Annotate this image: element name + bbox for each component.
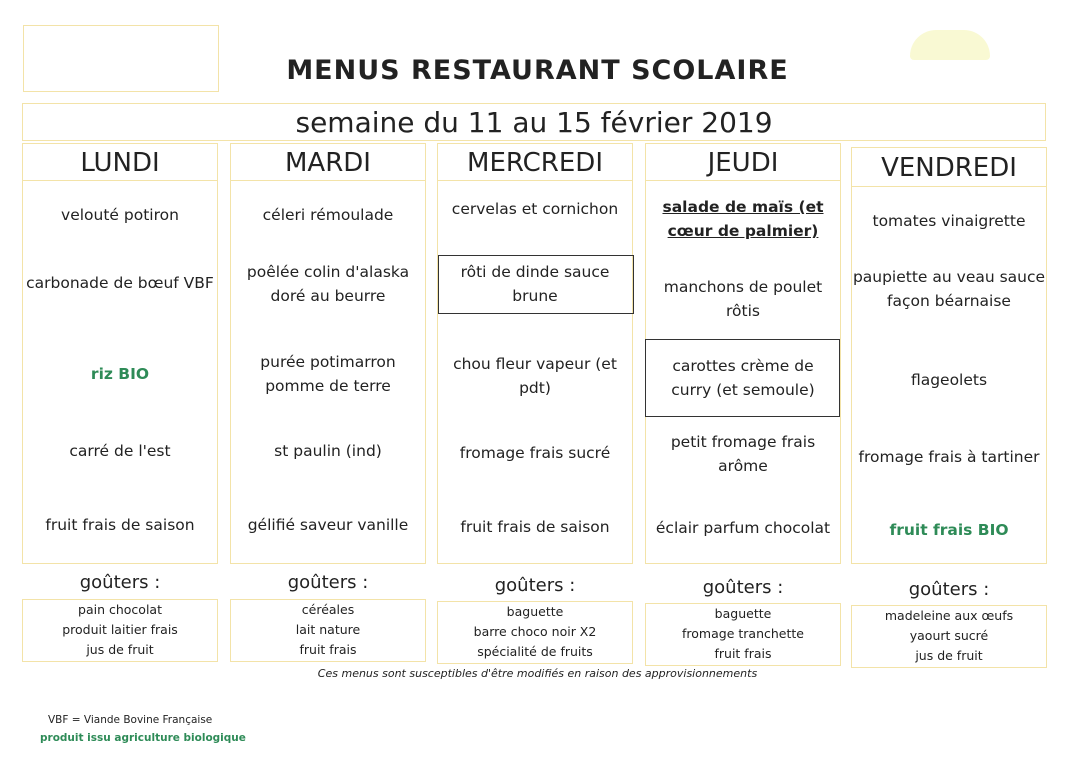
week-label: semaine du 11 au 15 février 2019 xyxy=(295,106,773,139)
dish-plat: poêlée colin d'alaska doré au beurre xyxy=(246,263,410,305)
gouter-heading-mercredi: goûters : xyxy=(494,575,576,596)
footer-bio-legend: produit issu agriculture biologique xyxy=(40,732,246,744)
dish-dessert: fruit frais de saison xyxy=(460,518,610,536)
gouter-item: jus de fruit xyxy=(915,648,983,663)
dish-fromage: petit fromage frais arôme xyxy=(670,433,816,475)
dish-accompagnement: chou fleur vapeur (et pdt) xyxy=(453,355,617,397)
day-column-mercredi xyxy=(437,180,633,564)
day-column-mardi xyxy=(230,180,426,564)
dish-fromage: fromage frais sucré xyxy=(459,444,611,462)
gouter-heading-jeudi: goûters : xyxy=(702,577,784,598)
dish-entree: cervelas et cornichon xyxy=(451,200,619,218)
dish-entree: céleri rémoulade xyxy=(262,206,394,224)
gouter-heading-mardi: goûters : xyxy=(287,572,369,593)
dish-fromage: st paulin (ind) xyxy=(274,442,382,460)
page-title: MENUS RESTAURANT SCOLAIRE xyxy=(286,55,789,86)
gouter-item: fromage tranchette xyxy=(682,626,804,641)
gouter-item: fruit frais xyxy=(299,642,357,657)
day-column-jeudi xyxy=(645,180,841,564)
gouter-item: madeleine aux œufs xyxy=(884,608,1014,623)
dish-plat: carbonade de bœuf VBF xyxy=(26,274,214,292)
dish-dessert: gélifié saveur vanille xyxy=(247,516,409,534)
dish-accompagnement: flageolets xyxy=(910,371,988,389)
day-header-vendredi: VENDREDI xyxy=(851,147,1047,187)
gouter-box-lundi xyxy=(22,599,218,662)
footer-vbf-legend: VBF = Viande Bovine Française xyxy=(48,714,213,726)
gouter-item: produit laitier frais xyxy=(62,622,178,637)
dish-dessert: fruit frais BIO xyxy=(889,521,1009,539)
dish-entree: tomates vinaigrette xyxy=(872,212,1026,230)
day-header-mardi: MARDI xyxy=(230,143,426,181)
gouter-item: spécialité de fruits xyxy=(477,644,593,659)
gouter-item: baguette xyxy=(714,606,772,621)
day-column-vendredi xyxy=(851,186,1047,564)
dish-entree: salade de maïs (et cœur de palmier) xyxy=(662,198,824,240)
gouter-box-mercredi xyxy=(437,601,633,664)
gouter-item: barre choco noir X2 xyxy=(473,624,597,639)
dish-dessert: fruit frais de saison xyxy=(45,516,195,534)
gouter-item: fruit frais xyxy=(714,646,772,661)
dish-plat: rôti de dinde sauce brune xyxy=(460,263,610,305)
dish-entree: velouté potiron xyxy=(61,206,179,224)
gouter-box-jeudi xyxy=(645,603,841,666)
dish-accompagnement: carottes crème de curry (et semoule) xyxy=(671,357,815,399)
dish-accompagnement: riz BIO xyxy=(90,365,150,383)
day-header-jeudi: JEUDI xyxy=(645,143,841,181)
gouter-item: baguette xyxy=(506,604,564,619)
dish-accompagnement: purée potimarron pomme de terre xyxy=(260,353,396,395)
gouter-item: yaourt sucré xyxy=(909,628,989,643)
day-column-lundi xyxy=(22,180,218,564)
gouter-item: jus de fruit xyxy=(86,642,154,657)
dish-fromage: fromage frais à tartiner xyxy=(858,448,1040,466)
gouter-heading-vendredi: goûters : xyxy=(908,579,990,600)
gouter-box-vendredi xyxy=(851,605,1047,668)
gouter-item: pain chocolat xyxy=(78,602,162,617)
dish-fromage: carré de l'est xyxy=(69,442,171,460)
day-header-mercredi: MERCREDI xyxy=(437,143,633,181)
dish-plat: manchons de poulet rôtis xyxy=(663,278,823,320)
gouter-heading-lundi: goûters : xyxy=(79,572,161,593)
dish-dessert: éclair parfum chocolat xyxy=(655,519,831,537)
disclaimer-note: Ces menus sont susceptibles d'être modifiés en raison des approvisionnements xyxy=(317,667,758,680)
gouter-item: céréales xyxy=(301,602,355,617)
gouter-item: lait nature xyxy=(295,622,361,637)
dish-plat: paupiette au veau sauce façon béarnaise xyxy=(852,268,1046,310)
gouter-box-mardi xyxy=(230,599,426,662)
day-header-lundi: LUNDI xyxy=(22,143,218,181)
